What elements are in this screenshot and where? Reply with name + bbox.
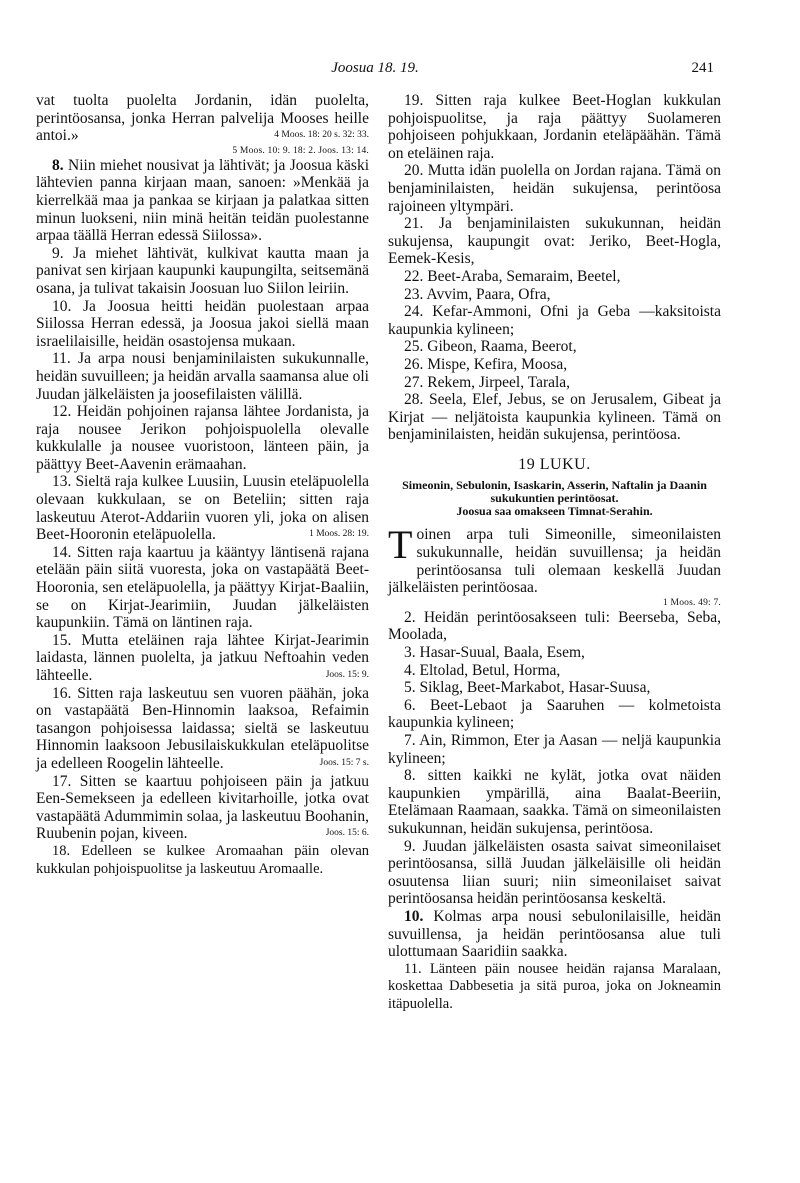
verse-11: 11. Ja arpa nousi benjaminilaisten sukukunnalle, heidän suvuilleen; ja heidän arvalla saamansa alue oli Juudan jälkeläisten ja joosefilaisten välillä. (36, 350, 370, 403)
cross-reference: 5 Moos. 10: 9. 18: 2. Joos. 13: 14. (232, 145, 369, 156)
drop-cap: T (388, 522, 413, 568)
verse-24: 24. Kefar-Ammoni, Ofni ja Geba —kaksitoista kaupunkia kylineen; (388, 303, 721, 338)
verse-10: 10. Ja Joosua heitti heidän puolestaan arpaa Siilossa Herran edessä, ja Joosua jakoi siellä maan israelilaisille, heidän osastojensa mukaan. (36, 297, 369, 350)
verse-26: 26. Mispe, Kefira, Moosa, (404, 355, 568, 373)
verse-5: 5. Siklag, Beet-Markabot, Hasar-Suusa, (404, 679, 651, 697)
verse-19: 19. Sitten raja kulkee Beet-Hoglan kukkulan pohjoispuolitse, ja raja päättyy Suolameren pohjoiseen pohjukkaan, Jordanin eteläpäähän. Tämä on eteläinen raja. (388, 92, 722, 162)
verse-2: 2. Heidän perintöosakseen tuli: Beerseba, Seba, Moolada, (388, 608, 721, 644)
verse-number: 16. (52, 684, 72, 702)
verse-16: 16. Sitten raja laskeutuu sen vuoren päähän, joka on vastapäätä Ben-Hinnomin laaksoa, Refaimin tasangon pohjoisessa laidassa; sieltä se laskeutuu Hinnomin laaksoon Jebusilaiskukkulan eteläpuolitse ja edelleen Roogelin lähteelle. Joos. 15: 7 s. (36, 684, 369, 772)
chapter-title: 19 LUKU. (518, 455, 591, 473)
verse-9: 9. Juudan jälkeläisten osasta saivat simeonilaiset perintöosansa, sillä Juudan jälkeläisille oli heidän osuutensa liian suuri; niin simeonilaiset saivat perintöosansa heidän perintöosansa keskeltä. (388, 837, 721, 908)
verse-number: 11. (52, 350, 71, 368)
verse-number: 14. (52, 543, 72, 561)
cross-reference: Joos. 15: 6. (325, 828, 369, 839)
verse-4: 4. Eltolad, Betul, Horma, (404, 661, 561, 679)
verse-11: 11. Länteen päin nousee heidän rajansa Maralaan, koskettaa Dabbesetia ja sitä puroa, joka on Jokneamin itäpuolella. (388, 960, 721, 1012)
verse-17: 17. Sitten se kaartuu pohjoiseen päin ja jatkuu Een-Semekseen ja edelleen kivitarhoille, jotka ovat vastapäätä Adummimin solaa, ja laskeutuu Boohanin, Ruubenin pojan, kiveen. Joos. 15: 6. (36, 772, 369, 843)
verse-number: 18. (52, 842, 71, 859)
cross-reference: 1 Moos. 49: 7. (663, 597, 721, 608)
verse-9: 9. Ja miehet lähtivät, kulkivat kautta maan ja panivat sen kirjaan kaupunki kaupungilta, seitsemänä osana, ja tulivat takaisin Joosuan luo Siilon leiriin. (36, 244, 369, 297)
verse-1: Toinen arpa tuli Simeonille, simeonilaisten sukukunnalle, heidän suvuillensa; ja heidän perintöosansa tuli olemaan keskellä Juudan jälkeläisten perintöosaa. (388, 522, 721, 597)
verse-22: 22. Beet-Araba, Semaraim, Beetel, (404, 267, 621, 285)
verse-number: 13. (52, 473, 72, 491)
right-column (388, 92, 721, 1014)
verse-number: 10. (404, 907, 424, 925)
verse-14: 14. Sitten raja kaartuu ja kääntyy läntisenä rajana etelään päin siitä vuoresta, joka on vastapäätä Beet-Hooronia, sen eteläpuolella, ja päättyy Kirjat-Baaliin, se on Kirjat-Jearimiin, Juudan jälkeläisten kaupunkiin. Tämä on läntinen raja. (36, 543, 370, 632)
verse-number: 21. (404, 215, 424, 233)
verse-number: 8. (52, 156, 64, 174)
verse-number: 17. (52, 772, 72, 790)
verse-12: 12. Heidän pohjoinen rajansa lähtee Jordanista, ja raja nousee Jerikon pohjoispuolella olevalle kukkulalle ja nousee vuoristoon, länteen päin, ja päättyy Beet-Aavenin erämaahan. (36, 403, 369, 473)
verse-6: 6. Beet-Lebaot ja Saaruhen — kolmetoista kaupunkia kylineen; (388, 696, 721, 732)
verse-number: 12. (52, 403, 72, 421)
cross-reference: Joos. 15: 7 s. (319, 757, 369, 768)
page-number: 241 (691, 60, 714, 76)
verse-number: 15. (52, 631, 72, 649)
verse-number: 20. (404, 162, 424, 180)
verse-27: 27. Rekem, Jirpeel, Tarala, (404, 373, 571, 391)
verse-number: 19. (404, 92, 424, 109)
verse-25: 25. Gibeon, Raama, Beerot, (404, 338, 577, 356)
running-title: Joosua 18. 19. (331, 60, 419, 76)
page-header (36, 60, 714, 82)
cross-reference: 4 Moos. 18: 20 s. 32: 33. (274, 130, 369, 141)
cross-reference: 1 Moos. 28: 19. (309, 529, 369, 540)
verse-8: 8. sitten kaikki ne kylät, jotka ovat näiden kaupunkien ympärillä, aina Baalat-Beeriin, Etelämaan Raamaan, saakka. Tämä on simeonilaisten sukukunnan, heidän sukujensa, perintöosa. (388, 767, 721, 837)
verse-23: 23. Avvim, Paara, Ofra, (404, 285, 551, 303)
verse-10: 10. Kolmas arpa nousi sebulonilaisille, heidän suvuillensa, ja heidän perintöosansa alue tuli ulottumaan Saaridiin saakka. (388, 907, 722, 961)
verse-13: 13. Sieltä raja kulkee Luusiin, Luusin eteläpuolella olevaan kukkulaan, se on Beteliin; sitten raja laskeutuu Aterot-Addariin vuoren yli, joka on alisen Beet-Hooronin eteläpuolella. 1 Moos. 28: 19. (36, 473, 370, 544)
left-column (36, 92, 369, 878)
verse-21: 21. Ja benjaminilaisten sukukunnan, heidän sukujensa, kaupungit ovat: Jeriko, Beet-Hogla, Eemek-Kesis, (388, 215, 721, 268)
verse-15: 15. Mutta eteläinen raja lähtee Kirjat-Jearimin laidasta, lännen puolelta, ja jatkuu Neftoahin veden lähteelle. Joos. 15: 9. (36, 631, 369, 684)
verse-7: 7. Ain, Rimmon, Eter ja Aasan — neljä kaupunkia kylineen; (388, 732, 721, 767)
verse-28: 28. Seela, Elef, Jebus, se on Jerusalem, Gibeat ja Kirjat — neljätoista kaupunkia kylineen. Tämä on benjaminilaisten, heidän sukujensa, perintöosa. (388, 391, 721, 444)
chapter-summary: Simeonin, Sebulonin, Isaskarin, Asserin, Naftalin ja Daanin sukukuntien perintöosat. Joosua saa omakseen Timnat-Serahin. (402, 478, 707, 519)
verse-18: 18. Edelleen se kulkee Aromaahan päin olevan kukkulan pohjoispuolitse ja laskeutuu Aromaalle. (36, 842, 370, 877)
verse-number: 9. (52, 244, 64, 262)
verse-3: 3. Hasar-Suual, Baala, Esem, (404, 644, 585, 662)
cross-reference: Joos. 15: 9. (325, 670, 369, 680)
verse-20: 20. Mutta idän puolella on Jordan rajana. Tämä on benjaminilaisten, heidän sukujensa, perintöosa rajoineen yltympäri. (388, 162, 722, 215)
verse-8: 8. Niin miehet nousivat ja lähtivät; ja Joosua käski lähtevien panna kirjaan maan, sanoen: »Menkää ja kierrelkää maa ja pankaa se kirjaan ja palatkaa sitten minun luokseni, niin minä heitän teidän puolestanne arpaa täällä Herran edessä Siilossa». (36, 156, 370, 245)
verse-7-continuation: vat tuolta puolelta Jordanin, idän puolelta, perintöosansa, jonka Herran palvelija Mooses heille antoi.» 4 Moos. 18: 20 s. 32: 33. (36, 92, 369, 145)
verse-number: 10. (52, 297, 72, 315)
